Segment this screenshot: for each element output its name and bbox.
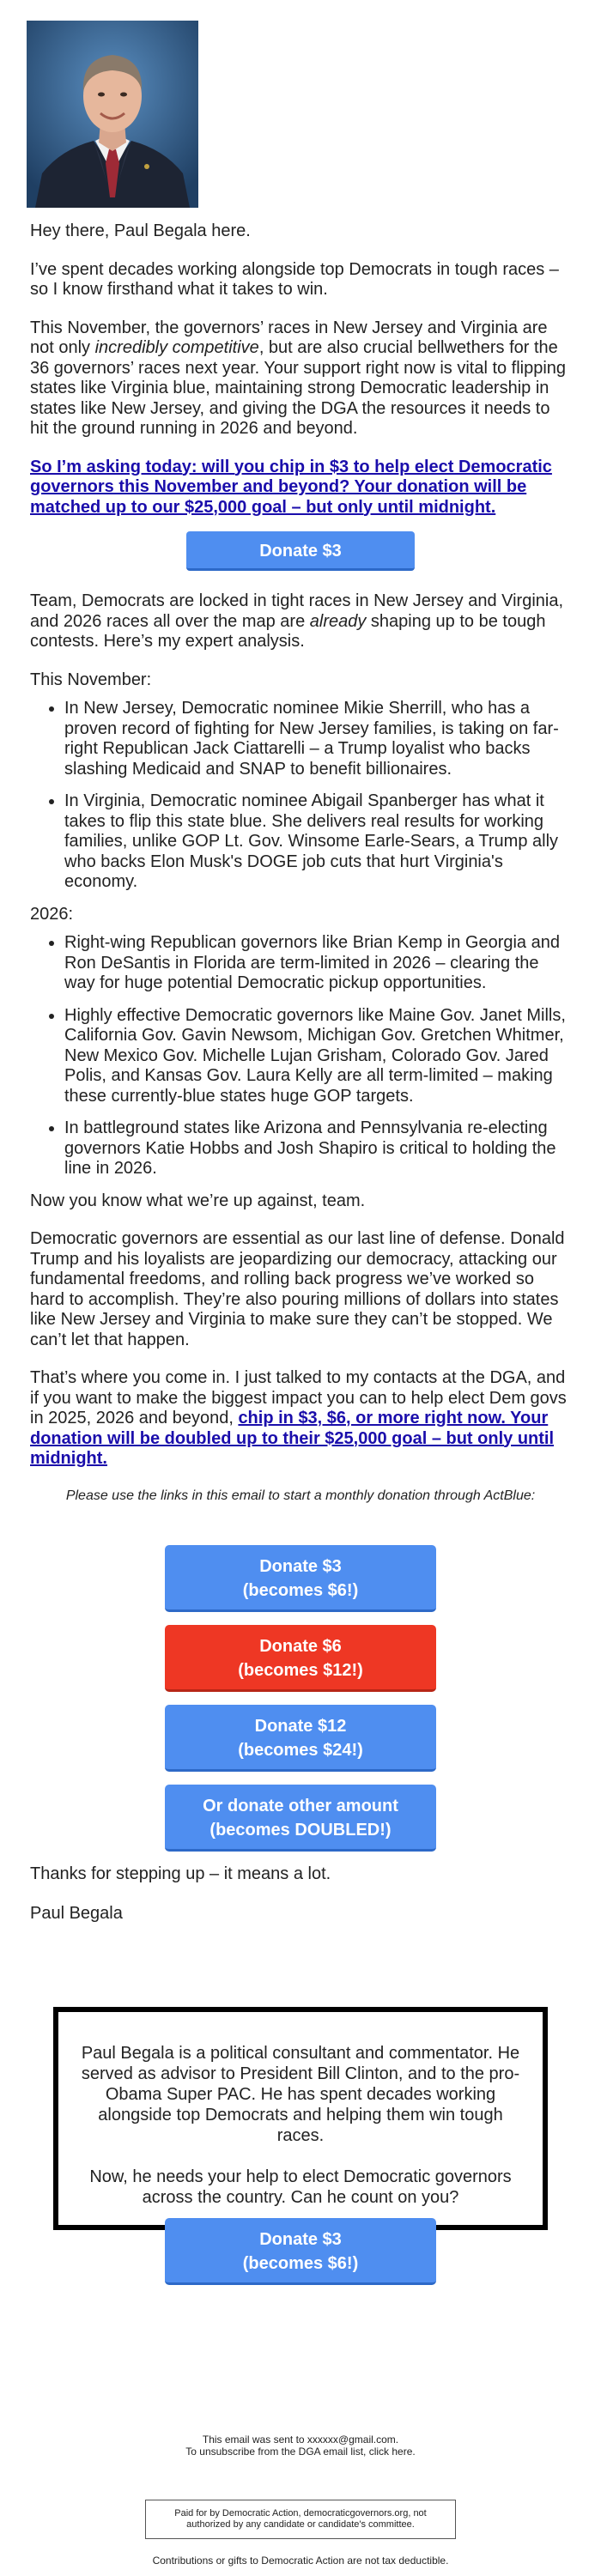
list-item: • In Virginia, Democratic nominee Abigail Spanberger has what it takes to flip this state blue. She delivers real results for working families, unlike GOP Lt. Gov. Winsome Earle-Sears, a Trump ally who backs Elon Musk's DOGE job cuts that hurt Virginia's economy. bbox=[64, 791, 571, 893]
list-item: • In New Jersey, Democratic nominee Mikie Sherrill, who has a proven record of fighting for New Jersey families, is taking on far-right Republican Jack Ciattarelli – a Trump loyalist who backs slashing Medicaid and SNAP to benefit billionaires. bbox=[64, 699, 571, 779]
chip-in-link[interactable]: chip in $3, $6, or more right now. Your donation will be doubled up to their $25,000 goal – but only until midnight. bbox=[30, 1409, 555, 1468]
donate-12-doubled-button[interactable] bbox=[165, 1705, 436, 1772]
monthly-donation-note: Please use the links in this email to start a monthly donation through ActBlue: bbox=[65, 1488, 536, 1503]
button-match: (becomes DOUBLED!) bbox=[209, 1821, 392, 1840]
races-text-a: This November, the governors’ races in New Jersey and Virginia are not only bbox=[30, 318, 548, 357]
november-heading: This November: bbox=[30, 670, 152, 689]
signature: Paul Begala bbox=[30, 1904, 123, 1923]
donate-button-stack bbox=[165, 1545, 436, 1864]
button-amount: Donate $6 bbox=[259, 1637, 342, 1656]
races-emphasis: incredibly competitive bbox=[94, 338, 259, 357]
bio-donate-3-button[interactable] bbox=[165, 2218, 436, 2285]
paragraph-races bbox=[30, 318, 571, 439]
button-match: (becomes $24!) bbox=[238, 1741, 363, 1760]
greeting: Hey there, Paul Begala here. bbox=[30, 221, 251, 240]
2026-list bbox=[30, 933, 571, 1179]
ask-paragraph bbox=[30, 458, 571, 518]
sent-to-text: This email was sent to xxxxxx@gmail.com. bbox=[202, 2434, 399, 2446]
button-amount: Donate $3 bbox=[259, 2230, 342, 2249]
button-amount: Donate $12 bbox=[254, 1717, 347, 1736]
button-match: (becomes $6!) bbox=[242, 1581, 359, 1600]
button-amount: Or donate other amount bbox=[203, 1797, 398, 1815]
bio-appeal: Now, he needs your help to elect Democratic governors across the country. Can he count on you? bbox=[89, 2167, 512, 2207]
team-text-a: Team, Democrats are locked in tight races in New Jersey and Virginia, and 2026 races all over the map are bbox=[30, 591, 564, 631]
donate-3-button[interactable]: Donate $3 bbox=[186, 531, 415, 571]
races-text-b: , but are also crucial bellwethers for the 36 governors’ races next year. Your support right now is vital to flipping states like Virginia blue, maintaining strong Democratic leadership in states like New Jersey, and giving the DGA the resources it needs to hit the ground running in 2026 and beyond. bbox=[30, 338, 567, 438]
paragraph-know: Now you know what we’re up against, team. bbox=[30, 1191, 366, 1210]
come-in-text: That’s where you come in. I just talked to my contacts at the DGA, and if you want to make the biggest impact you can to help elect Dem govs in 2025, 2026 and beyond, bbox=[30, 1368, 567, 1427]
portrait-photo bbox=[27, 21, 198, 208]
list-item: • Right-wing Republican governors like Brian Kemp in Georgia and Ron DeSantis in Florida are term-limited in 2026 – clearing the way for huge potential Democratic pickup opportunities. bbox=[64, 933, 571, 994]
team-text-b: shaping up to be tough contests. Here’s my expert analysis. bbox=[30, 611, 546, 651]
team-emphasis: already bbox=[309, 611, 367, 631]
letter-body bbox=[30, 221, 571, 1505]
bio-box bbox=[53, 2007, 548, 2273]
donate-6-doubled-button[interactable] bbox=[165, 1625, 436, 1692]
2026-heading: 2026: bbox=[30, 904, 74, 924]
tax-deductible-note: Contributions or gifts to Democratic Action are not tax deductible. bbox=[152, 2555, 449, 2567]
list-item: • In battleground states like Arizona and Pennsylvania re-electing governors Katie Hobbs and Josh Shapiro is critical to holding the line in 2026. bbox=[64, 1118, 571, 1179]
paid-for-disclaimer: Paid for by Democratic Action, democraticgovernors.org, not authorized by any candidate or candidate's committee. bbox=[145, 2500, 456, 2539]
unsubscribe-link[interactable]: To unsubscribe from the DGA email list, click here. bbox=[185, 2446, 416, 2458]
bio-paragraph: Paul Begala is a political consultant and commentator. He served as advisor to President Bill Clinton, and to the pro-Obama Super PAC. He has spent decades working alongside top Democrats and helping them win tough races. bbox=[81, 2044, 520, 2145]
paragraph-defense: Democratic governors are essential as our last line of defense. Donald Trump and his loyalists are jeopardizing our democracy, attacking our fundamental freedoms, and rolling back progress we’ve worked so hard to accomplish. They’re also pouring millions of dollars into states like New Jersey and Virginia to make sure they can’t be stopped. We can’t let that happen. bbox=[30, 1229, 565, 1349]
closing bbox=[30, 1864, 571, 1924]
donate-3-doubled-button[interactable] bbox=[165, 1545, 436, 1612]
thanks-text: Thanks for stepping up – it means a lot. bbox=[30, 1864, 331, 1883]
donate-other-amount-button[interactable] bbox=[165, 1785, 436, 1852]
ask-donate-link[interactable]: So I’m asking today: will you chip in $3 to help elect Democratic governors this November and beyond? Your donation will be matched up to our $25,000 goal – but only until midnight. bbox=[30, 457, 552, 517]
paragraph-experience: I’ve spent decades working alongside top Democrats in tough races – so I know firsthand what it takes to win. bbox=[30, 259, 559, 299]
button-amount: Donate $3 bbox=[259, 1557, 342, 1576]
portrait-illustration bbox=[27, 21, 198, 208]
button-match: (becomes $6!) bbox=[242, 2254, 359, 2273]
button-match: (becomes $12!) bbox=[238, 1661, 363, 1680]
paragraph-come-in bbox=[30, 1368, 571, 1470]
november-list bbox=[30, 699, 571, 893]
footer-sent-to bbox=[0, 2434, 601, 2458]
list-item: • Highly effective Democratic governors like Maine Gov. Janet Mills, California Gov. Gavin Newsom, Michigan Gov. Gretchen Whitmer, New Mexico Gov. Michelle Lujan Grisham, Colorado Gov. Jared Polis, and Kansas Gov. Laura Kelly are all term-limited – making these currently-blue states huge GOP targets. bbox=[64, 1006, 571, 1107]
paragraph-team bbox=[30, 591, 571, 652]
